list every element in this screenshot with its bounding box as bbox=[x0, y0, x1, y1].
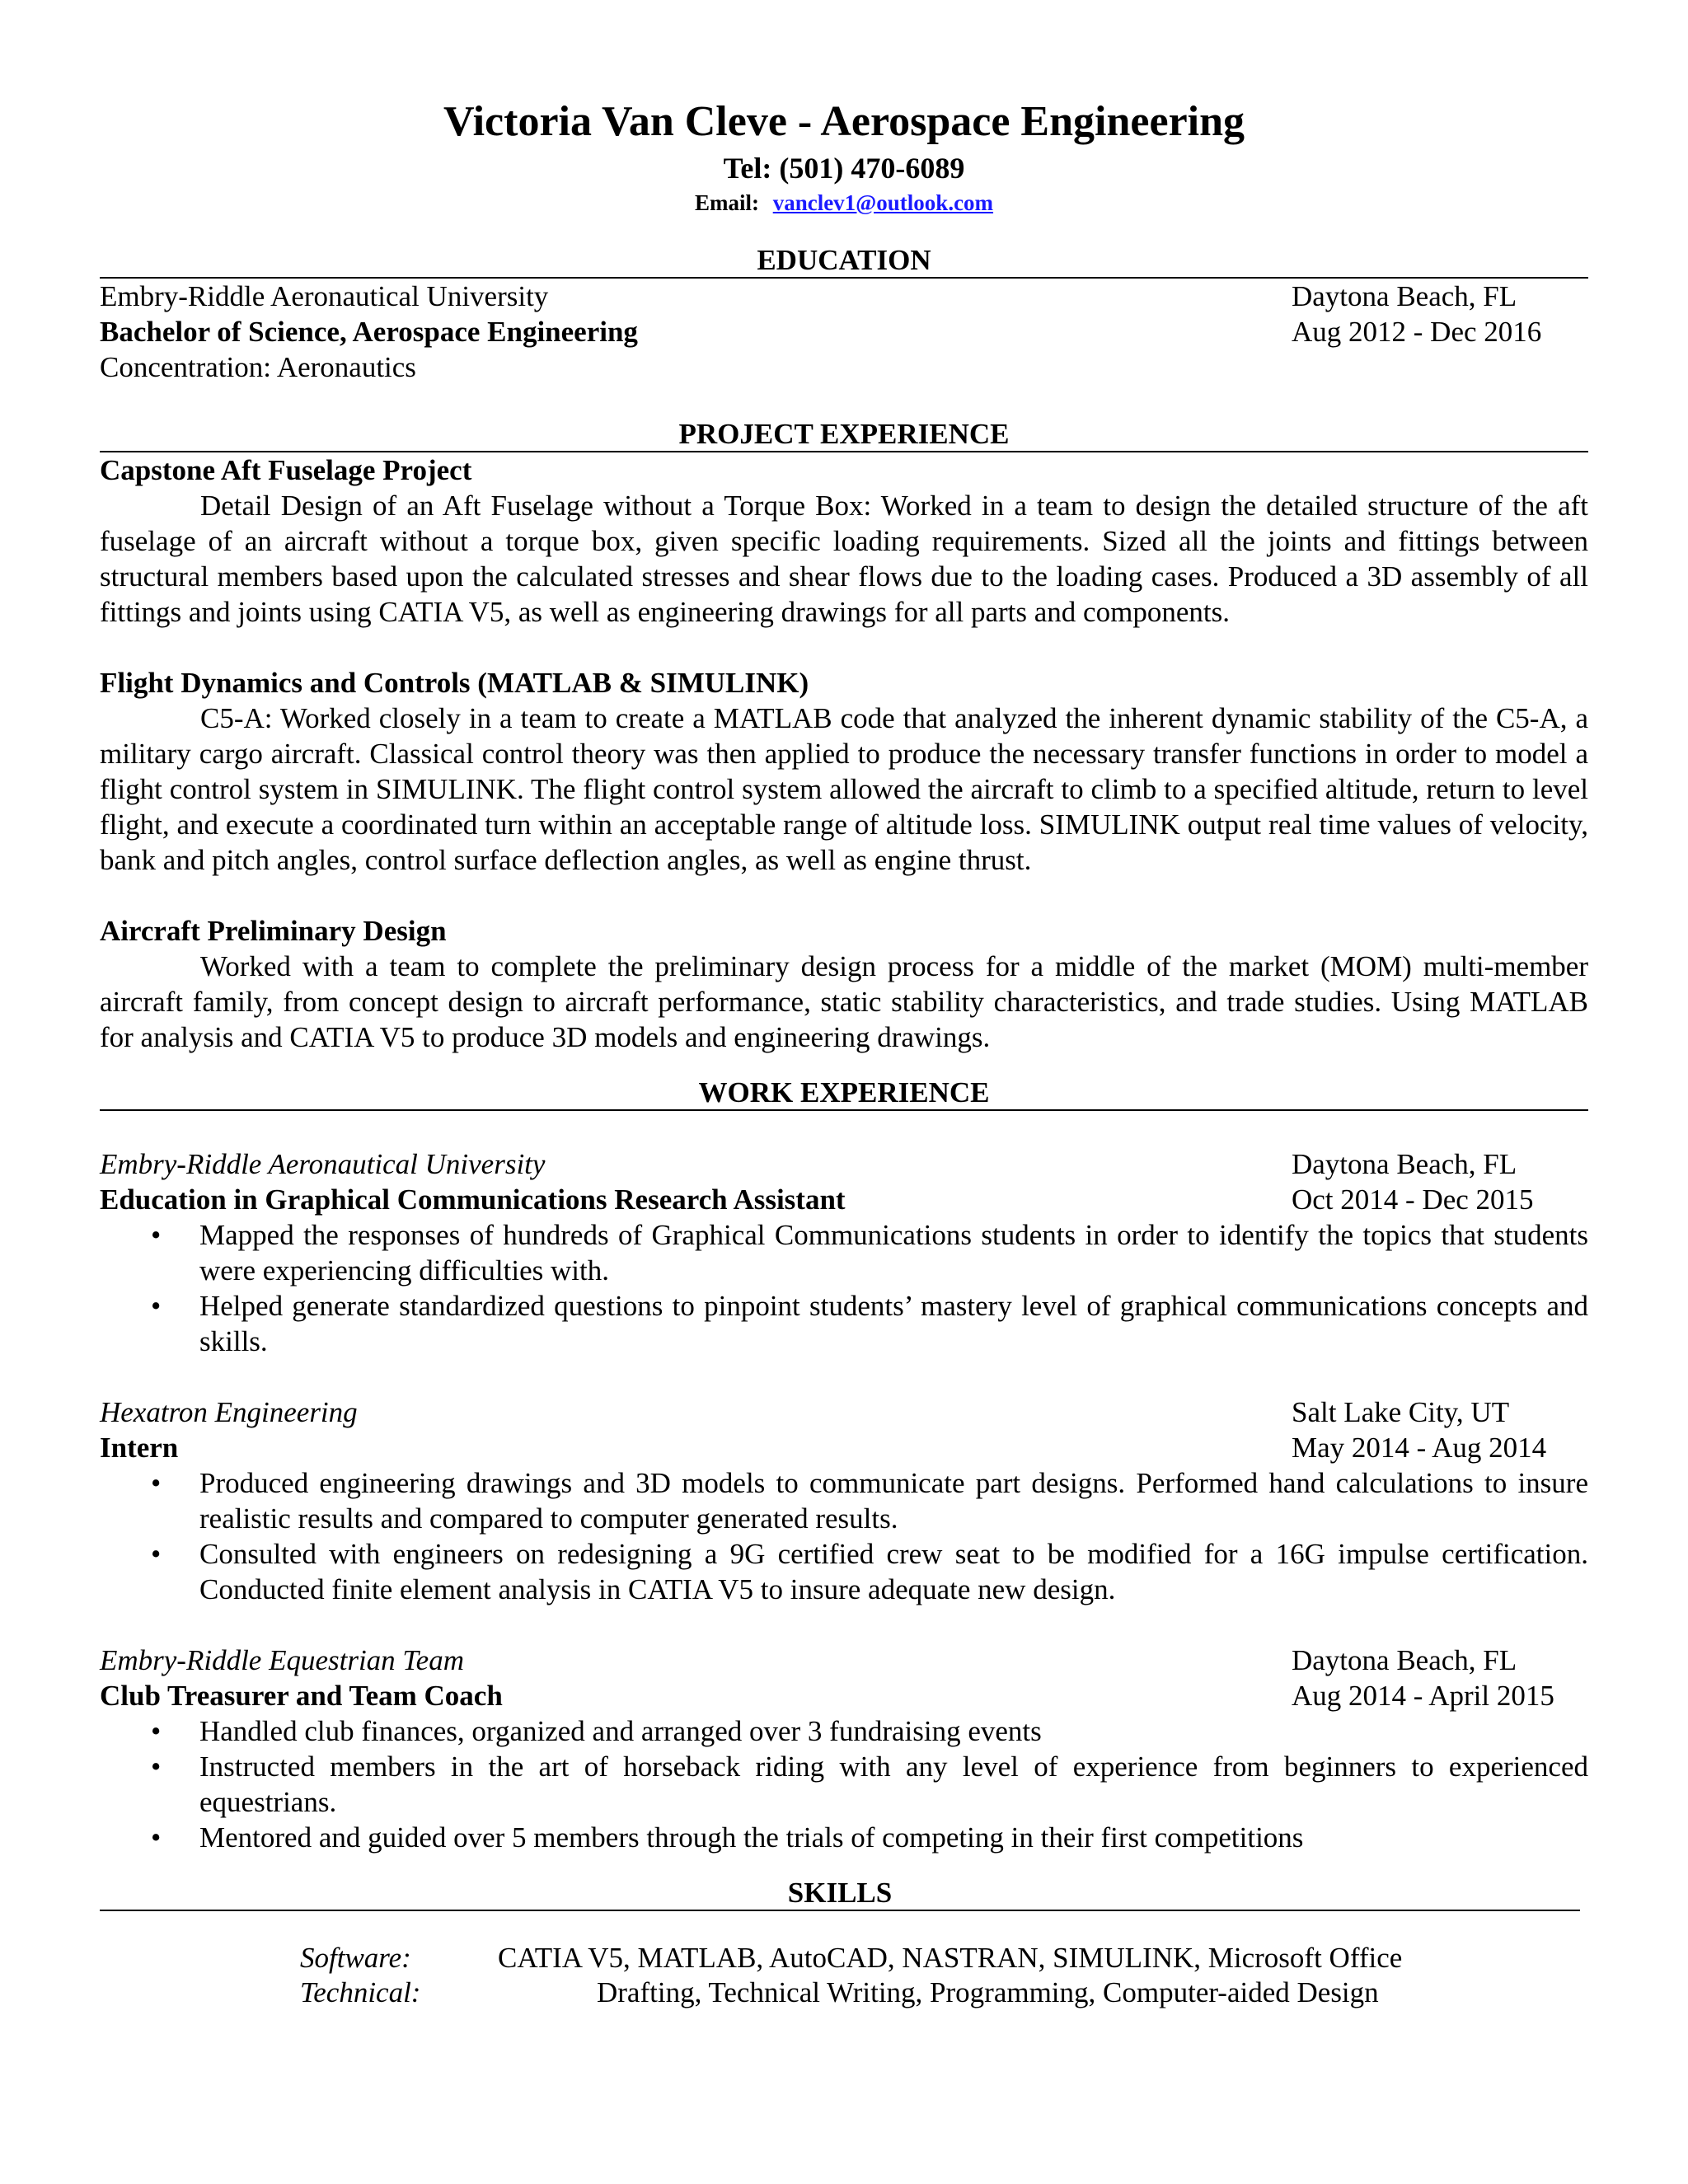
project-description: Detail Design of an Aft Fuselage without a Torque Box: Worked in a team to design the detailed structure of the aft fuselage of an aircraft without a torque box, given specific loading requirements. Sized all the joints and fittings between structural members based upon the calculated stresses and shear flows due to the loading cases. Produced a 3D assembly of all fittings and joints using CATIA V5, as well as engineering drawings for all parts and components. bbox=[100, 490, 1588, 628]
job-entry bbox=[100, 1394, 1588, 1607]
skills-heading: SKILLS bbox=[100, 1877, 1580, 1911]
project-item bbox=[100, 452, 1588, 630]
job-org-row bbox=[100, 1146, 1588, 1182]
job-role: Club Treasurer and Team Coach bbox=[100, 1680, 503, 1712]
email-link[interactable]: vanclev1@outlook.com bbox=[772, 190, 994, 215]
job-location: Daytona Beach, FL bbox=[1292, 1148, 1517, 1180]
job-role: Education in Graphical Communications Research Assistant bbox=[100, 1183, 846, 1216]
project-title: Capstone Aft Fuselage Project bbox=[100, 454, 472, 486]
resume-header bbox=[100, 97, 1588, 218]
job-org-row bbox=[100, 1394, 1588, 1430]
project-heading: PROJECT EXPERIENCE bbox=[100, 418, 1588, 452]
job-bullets bbox=[100, 1713, 1588, 1855]
skill-label: Technical: bbox=[300, 1976, 421, 2008]
job-bullet: • Produced engineering drawings and 3D models to communicate part designs. Performed hand calculations to insure realistic results and compared to computer generated results. bbox=[100, 1465, 1588, 1536]
candidate-name: Victoria Van Cleve - Aerospace Engineering bbox=[443, 98, 1245, 145]
degree-name: Bachelor of Science, Aerospace Engineering bbox=[100, 316, 638, 348]
project-item bbox=[100, 913, 1588, 1055]
degree-dates: Aug 2012 - Dec 2016 bbox=[1292, 316, 1542, 348]
job-organization: Hexatron Engineering bbox=[100, 1396, 358, 1428]
skills-list bbox=[100, 1941, 1588, 2010]
job-entry bbox=[100, 1146, 1588, 1359]
job-entry bbox=[100, 1643, 1588, 1855]
work-heading: WORK EXPERIENCE bbox=[100, 1076, 1588, 1111]
project-item bbox=[100, 665, 1588, 878]
job-location: Salt Lake City, UT bbox=[1292, 1396, 1510, 1428]
concentration: Concentration: Aeronautics bbox=[100, 351, 416, 383]
job-role: Intern bbox=[100, 1432, 179, 1464]
skill-row-software bbox=[100, 1941, 1588, 1975]
job-bullet: • Mapped the responses of hundreds of Graphical Communications students in order to identify the topics that students were experiencing difficulties with. bbox=[100, 1217, 1588, 1288]
skill-row-technical bbox=[100, 1975, 1588, 2010]
job-bullet: • Instructed members in the art of horseback riding with any level of experience from beginners to experienced equestrians. bbox=[100, 1749, 1588, 1820]
email-label: Email: bbox=[694, 190, 759, 215]
job-bullet: • Mentored and guided over 5 members through the trials of competing in their first competitions bbox=[100, 1820, 1588, 1855]
job-dates: Aug 2014 - April 2015 bbox=[1292, 1680, 1554, 1712]
education-heading: EDUCATION bbox=[100, 244, 1588, 279]
skills-section bbox=[100, 1877, 1588, 2010]
job-role-row bbox=[100, 1182, 1588, 1217]
skill-value: Drafting, Technical Writing, Programming, Computer-aided Design bbox=[597, 1976, 1379, 2008]
job-org-row bbox=[100, 1643, 1588, 1678]
project-description: Worked with a team to complete the preliminary design process for a middle of the market (MOM) multi-member aircraft family, from concept design to aircraft performance, static stability characteristics, and trade studies. Using MATLAB for analysis and CATIA V5 to produce 3D models and engineering drawings. bbox=[100, 950, 1588, 1053]
job-organization: Embry-Riddle Aeronautical University bbox=[100, 1148, 546, 1180]
job-bullet: • Handled club finances, organized and arranged over 3 fundraising events bbox=[100, 1713, 1588, 1749]
job-role-row bbox=[100, 1678, 1588, 1713]
phone-number: Tel: (501) 470-6089 bbox=[723, 152, 965, 185]
education-row-degree bbox=[100, 314, 1588, 349]
skill-label: Software: bbox=[300, 1942, 411, 1974]
job-role-row bbox=[100, 1430, 1588, 1465]
school-location: Daytona Beach, FL bbox=[1292, 280, 1517, 312]
email-line bbox=[100, 188, 1588, 218]
project-title: Aircraft Preliminary Design bbox=[100, 915, 447, 947]
skill-value: CATIA V5, MATLAB, AutoCAD, NASTRAN, SIMULINK, Microsoft Office bbox=[498, 1942, 1403, 1974]
job-location: Daytona Beach, FL bbox=[1292, 1644, 1517, 1676]
job-bullets bbox=[100, 1465, 1588, 1607]
job-dates: May 2014 - Aug 2014 bbox=[1292, 1432, 1547, 1464]
education-row-school bbox=[100, 279, 1588, 314]
project-section bbox=[100, 418, 1588, 1055]
job-dates: Oct 2014 - Dec 2015 bbox=[1292, 1183, 1534, 1216]
project-title: Flight Dynamics and Controls (MATLAB & SIMULINK) bbox=[100, 667, 809, 699]
project-description: C5-A: Worked closely in a team to create a MATLAB code that analyzed the inherent dynamic stability of the C5-A, a military cargo aircraft. Classical control theory was then applied to produce the necessary transfer functions in order to model a flight control system in SIMULINK. The flight control system allowed the aircraft to climb to a specified altitude, return to level flight, and execute a coordinated turn within an acceptable range of altitude loss. SIMULINK output real time values of velocity, bank and pitch angles, control surface deflection angles, as well as engine thrust. bbox=[100, 702, 1588, 876]
job-organization: Embry-Riddle Equestrian Team bbox=[100, 1644, 464, 1676]
job-bullet: • Consulted with engineers on redesigning a 9G certified crew seat to be modified for a 16G impulse certification. Conducted finite element analysis in CATIA V5 to insure adequate new design. bbox=[100, 1536, 1588, 1607]
education-section bbox=[100, 244, 1588, 385]
school-name: Embry-Riddle Aeronautical University bbox=[100, 280, 549, 312]
work-section bbox=[100, 1076, 1588, 1855]
job-bullets bbox=[100, 1217, 1588, 1359]
job-bullet: • Helped generate standardized questions to pinpoint students’ mastery level of graphical communications concepts and skills. bbox=[100, 1288, 1588, 1359]
